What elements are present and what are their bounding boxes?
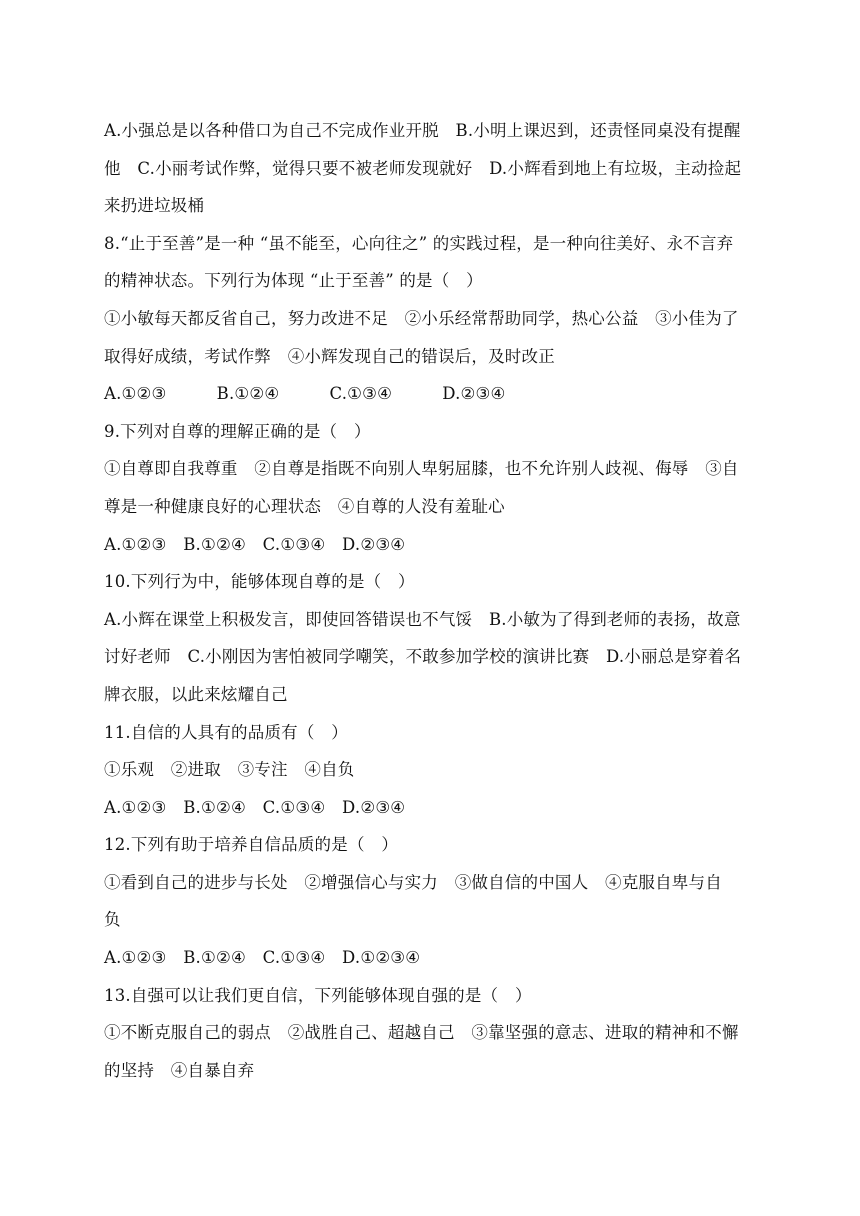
text-line: A.小强总是以各种借口为自己不完成作业开脱 B.小明上课迟到，还责怪同桌没有提醒: [104, 121, 741, 140]
text-line: ①不断克服自己的弱点 ②战胜自己、超越自己 ③靠坚强的意志、进取的精神和不懈: [104, 1023, 739, 1043]
text-line: 来扔进垃圾桶: [104, 196, 205, 216]
text-line: 取得好成绩，考试作弊 ④小辉发现自己的错误后，及时改正: [104, 346, 555, 366]
text-line: ①乐观 ②进取 ③专注 ④自负: [104, 760, 355, 780]
text-line: A.小辉在课堂上积极发言，即使回答错误也不气馁 B.小敏为了得到老师的表扬，故意: [104, 609, 741, 629]
text-line: 负: [104, 910, 121, 930]
text-line: ①看到自己的进步与长处 ②增强信心与实力 ③做自信的中国人 ④克服自卑与自: [104, 872, 722, 892]
text-line: 牌衣服，以此来炫耀自己: [104, 684, 288, 704]
answer-options: A.①②③ B.①②④ C.①③④ D.②③④: [104, 384, 506, 404]
text-line: ①自尊即自我尊重 ②自尊是指既不向别人卑躬屈膝，也不允许别人歧视、侮辱 ③自: [104, 459, 739, 479]
text-line: ①小敏每天都反省自己，努力改进不足 ②小乐经常帮助同学，热心公益 ③小佳为了: [104, 308, 739, 328]
answer-options: A.①②③ B.①②④ C.①③④ D.②③④: [104, 534, 406, 554]
text-line: 他 C.小丽考试作弊，觉得只要不被老师发现就好 D.小辉看到地上有垃圾，主动捡起: [104, 158, 742, 178]
answer-options: A.①②③ B.①②④ C.①③④ D.①②③④: [104, 948, 421, 968]
text-line: 的坚持 ④自暴自弃: [104, 1060, 255, 1080]
question-8-stem: 8.“止于至善”是一种 “虽不能至，心向往之” 的实践过程，是一种向往美好、永不言弃: [104, 233, 734, 253]
answer-options: A.①②③ B.①②④ C.①③④ D.②③④: [104, 797, 406, 817]
text-line: 尊是一种健康良好的心理状态 ④自尊的人没有羞耻心: [104, 496, 505, 516]
question-9-stem: 9.下列对自尊的理解正确的是（ ）: [104, 421, 371, 441]
question-11-stem: 11.自信的人具有的品质有（ ）: [104, 722, 348, 742]
text-line: 讨好老师 C.小刚因为害怕被同学嘲笑，不敢参加学校的演讲比赛 D.小丽总是穿着名: [104, 647, 742, 667]
text-line: 的精神状态。下列行为体现 “止于至善” 的是（ ）: [104, 271, 483, 291]
question-13-stem: 13.自强可以让我们更自信，下列能够体现自强的是（ ）: [104, 985, 532, 1005]
question-text: [104, 112, 764, 1089]
question-12-stem: 12.下列有助于培养自信品质的是（ ）: [104, 835, 399, 855]
question-10-stem: 10.下列行为中，能够体现自尊的是（ ）: [104, 572, 415, 592]
